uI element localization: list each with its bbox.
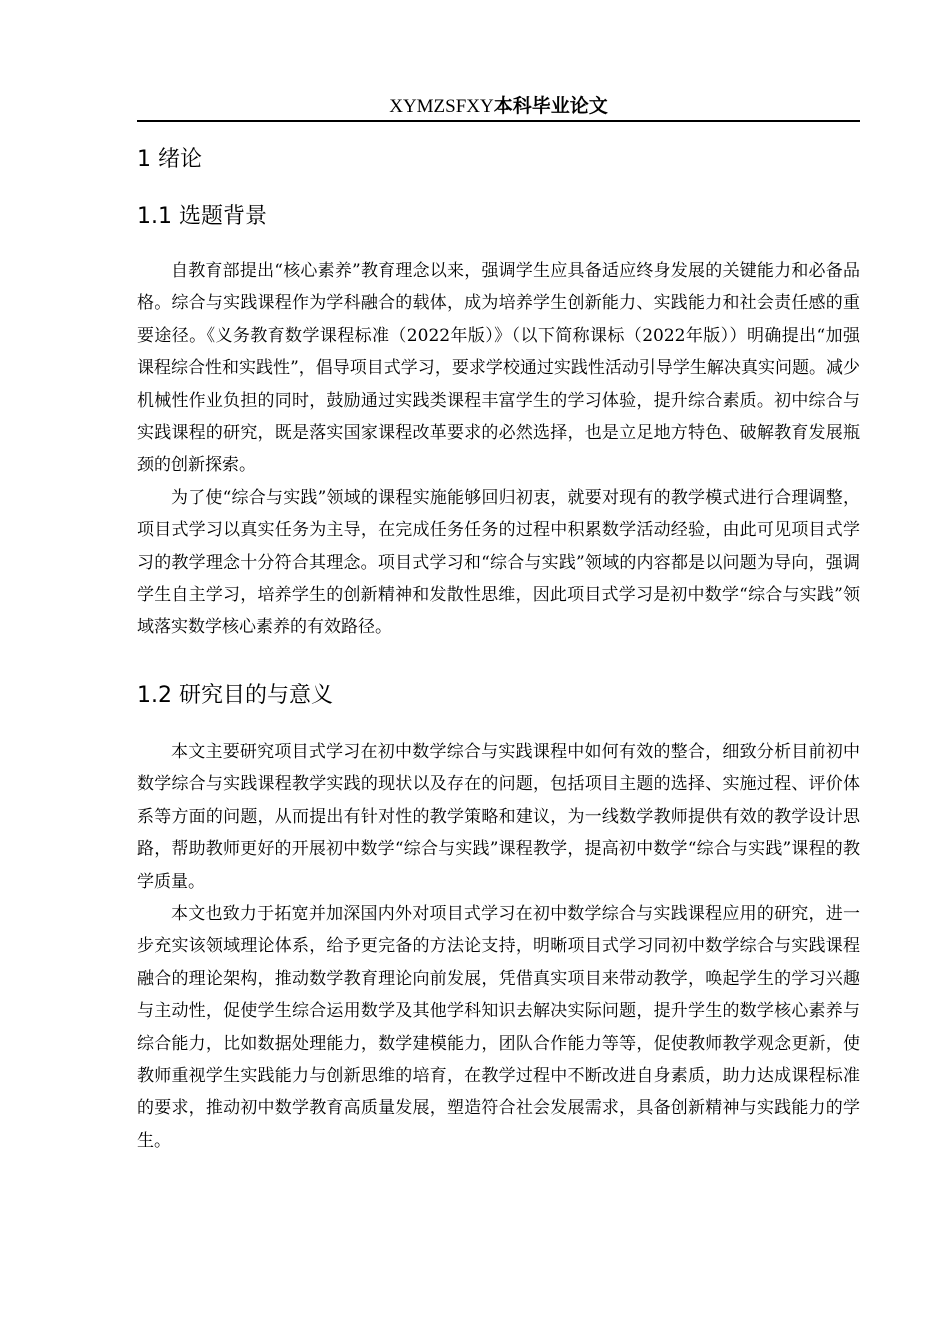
header-title: 本科毕业论文 [493,95,608,117]
paragraph: 自教育部提出“核心素养”教育理念以来，强调学生应具备适应终身发展的关键能力和必备品格。综合与实践课程作为学科融合的载体，成为培养学生创新能力、实践能力和社会责任感的重要途径。《义务教育数学课程标准（2022年版）》（以下简称课标（2022年版））明确提出“加强课程综合性和实践性”，倡导项目式学习，要求学校通过实践性活动引导学生解决真实问题。减少机械性作业负担的同时，鼓励通过实践类课程丰富学生的学习体验，提升综合素质。初中综合与实践课程的研究，既是落实国家课程改革要求的必然选择，也是立足地方特色、破解教育发展瓶颈的创新探索。 [137,261,860,476]
page-header [137,92,860,122]
section-number: 1.1 [137,204,172,229]
header-prefix: XYMZSFXY [389,96,494,117]
paragraph: 为了使“综合与实践”领域的课程实施能够回归初衷，就要对现有的教学模式进行合理调整，项目式学习以真实任务为主导，在完成任务任务的过程中积累数学活动经验，由此可见项目式学习的教学理念十分符合其理念。项目式学习和“综合与实践”领域的内容都是以问题为导向，强调学生自主学习，培养学生的创新精神和发散性思维，因此项目式学习是初中数学“综合与实践”领域落实数学核心素养的有效路径。 [137,487,860,638]
section-body-1-2 [137,736,860,1157]
section-heading-1-2 [137,681,333,711]
section-title: 选题背景 [179,204,268,229]
section-title: 研究目的与意义 [179,683,334,708]
chapter-heading [137,145,202,175]
section-number: 1.2 [137,683,172,708]
paragraph: 本文也致力于拓宽并加深国内外对项目式学习在初中数学综合与实践课程应用的研究，进一步充实该领域理论体系，给予更完备的方法论支持，明晰项目式学习同初中数学综合与实践课程融合的理论架构，推动数学教育理论向前发展，凭借真实项目来带动教学，唤起学生的学习兴趣与主动性，促使学生综合运用数学及其他学科知识去解决实际问题，提升学生的数学核心素养与综合能力，比如数据处理能力，数学建模能力，团队合作能力等等，促使教师教学观念更新，使教师重视学生实践能力与创新思维的培育，在教学过程中不断改进自身素质，助力达成课程标准的要求，推动初中数学教育高质量发展，塑造符合社会发展需求，具备创新精神与实践能力的学生。 [137,904,860,1151]
chapter-title: 绪论 [158,147,203,172]
section-body-1-1 [137,255,860,644]
paragraph: 本文主要研究项目式学习在初中数学综合与实践课程中如何有效的整合，细致分析目前初中数学综合与实践课程教学实践的现状以及存在的问题，包括项目主题的选择、实施过程、评价体系等方面的问题，从而提出有针对性的教学策略和建议，为一线数学教师提供有效的教学设计思路，帮助教师更好的开展初中数学“综合与实践”课程教学，提高初中数学“综合与实践”课程的教学质量。 [137,742,860,892]
chapter-number: 1 [137,147,151,172]
section-heading-1-1 [137,202,267,232]
